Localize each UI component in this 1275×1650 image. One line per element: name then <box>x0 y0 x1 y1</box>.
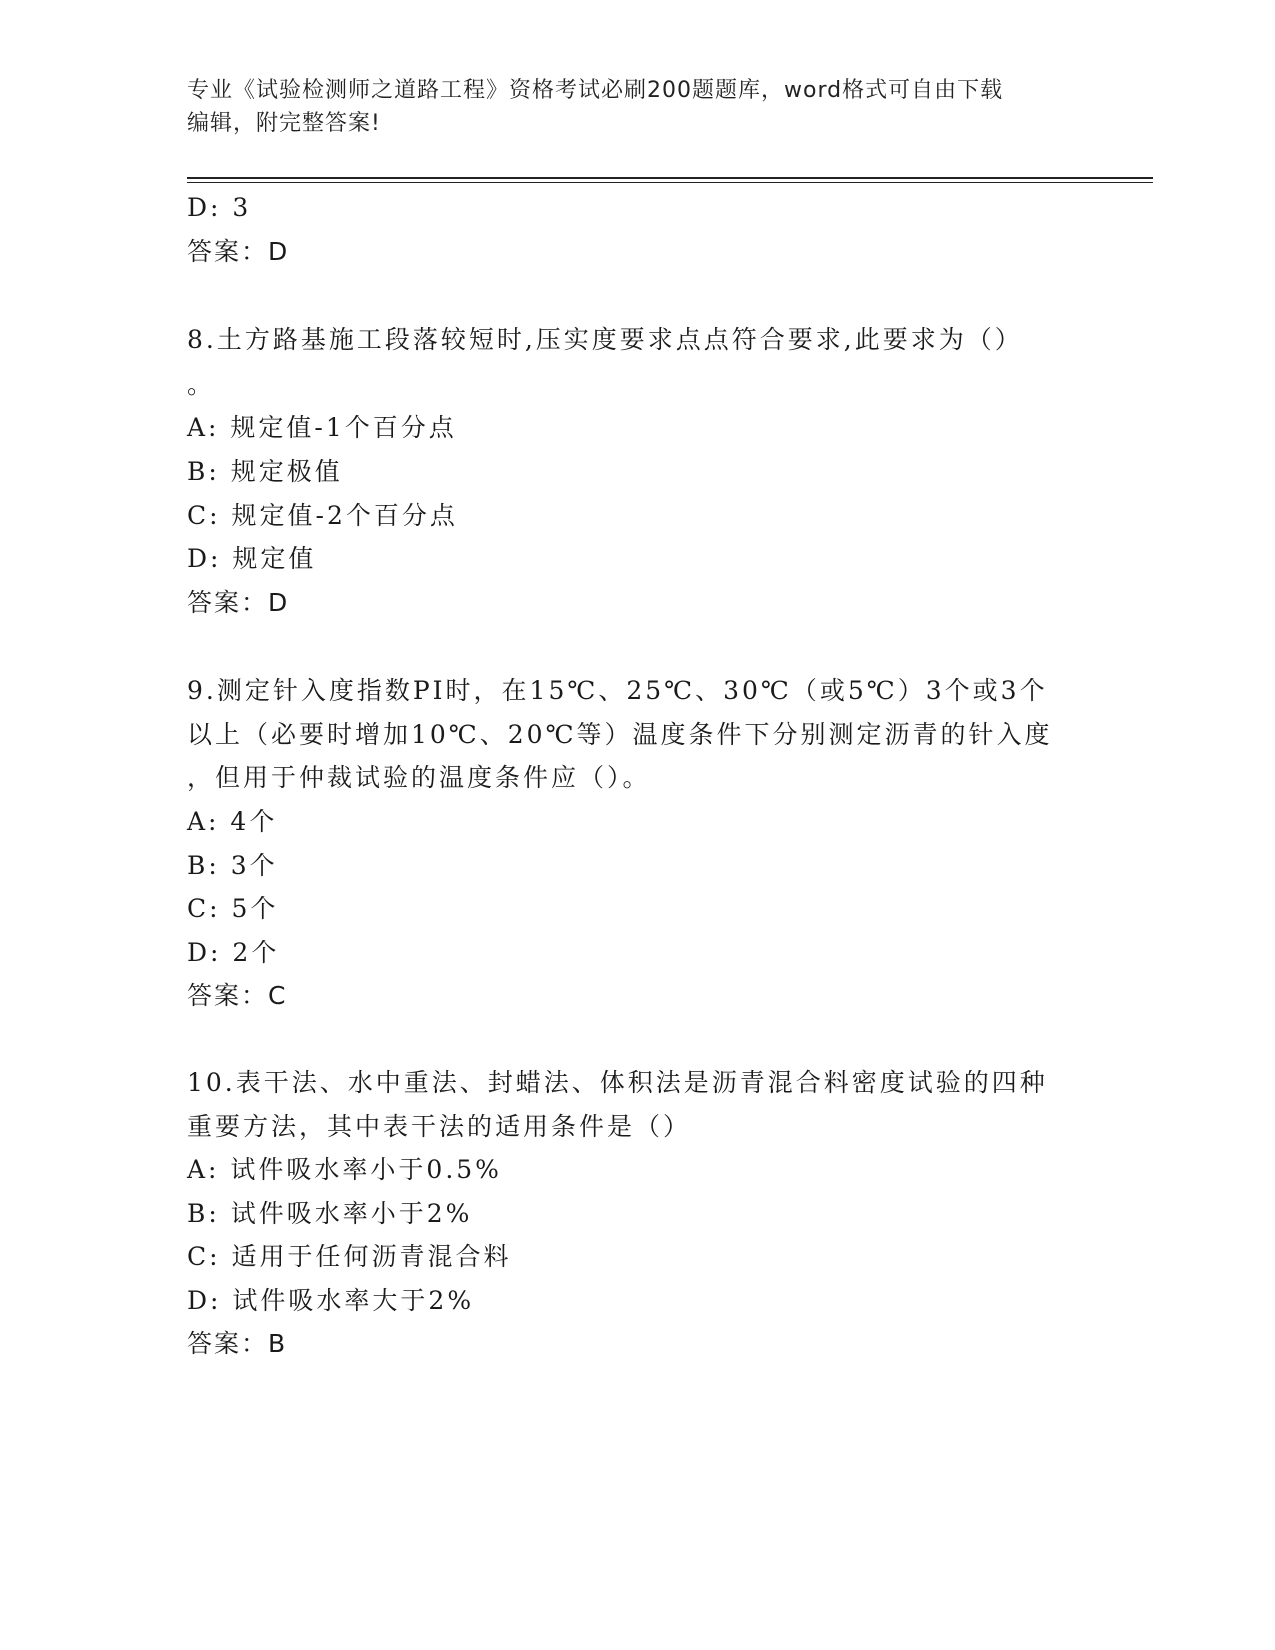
prev-answer: 答案：D <box>187 237 290 266</box>
q8-answer: 答案：D <box>187 588 290 617</box>
q10-stem-line-2: 重要方法，其中表干法的适用条件是（） <box>187 1112 692 1141</box>
header-divider-thin <box>187 182 1153 183</box>
q9-stem-line-3: ，但用于仲裁试验的温度条件应（）。 <box>187 763 651 792</box>
q9-option-d: D: 2个 <box>187 938 280 967</box>
q10-option-c: C: 适用于任何沥青混合料 <box>187 1242 512 1271</box>
header-divider-thick <box>187 177 1153 179</box>
header-line-1: 专业《试验检测师之道路工程》资格考试必刷200题题库，word格式可自由下载 <box>187 78 1004 103</box>
q9-stem-line-1: 9.测定针入度指数PI时，在15℃、25℃、30℃（或5℃）3个或3个 <box>187 676 1048 705</box>
q8-option-c: C: 规定值-2个百分点 <box>187 501 458 530</box>
q10-answer: 答案：B <box>187 1329 288 1358</box>
q9-option-a: A: 4个 <box>187 807 278 836</box>
q8-stem-line-1: 8.土方路基施工段落较短时,压实度要求点点符合要求,此要求为（） <box>187 325 1023 354</box>
q10-option-d: D: 试件吸水率大于2% <box>187 1286 475 1315</box>
header-line-2: 编辑，附完整答案! <box>187 111 381 136</box>
q9-option-c: C: 5个 <box>187 894 279 923</box>
document-header <box>187 74 1077 140</box>
q8-option-b: B: 规定极值 <box>187 457 343 486</box>
q10-option-b: B: 试件吸水率小于2% <box>187 1199 473 1228</box>
q8-option-a: A: 规定值-1个百分点 <box>187 413 457 442</box>
q8-option-d: D: 规定值 <box>187 544 317 573</box>
q10-option-a: A: 试件吸水率小于0.5% <box>187 1155 502 1184</box>
q8-stem-line-2: 。 <box>187 370 216 399</box>
q9-stem-line-2: 以上（必要时增加10℃、20℃等）温度条件下分别测定沥青的针入度 <box>187 720 1053 749</box>
q9-answer: 答案：C <box>187 981 288 1010</box>
q10-stem-line-1: 10.表干法、水中重法、封蜡法、体积法是沥青混合料密度试验的四种 <box>187 1068 1048 1097</box>
prev-option-d: D: 3 <box>187 193 252 222</box>
q9-option-b: B: 3个 <box>187 851 278 880</box>
